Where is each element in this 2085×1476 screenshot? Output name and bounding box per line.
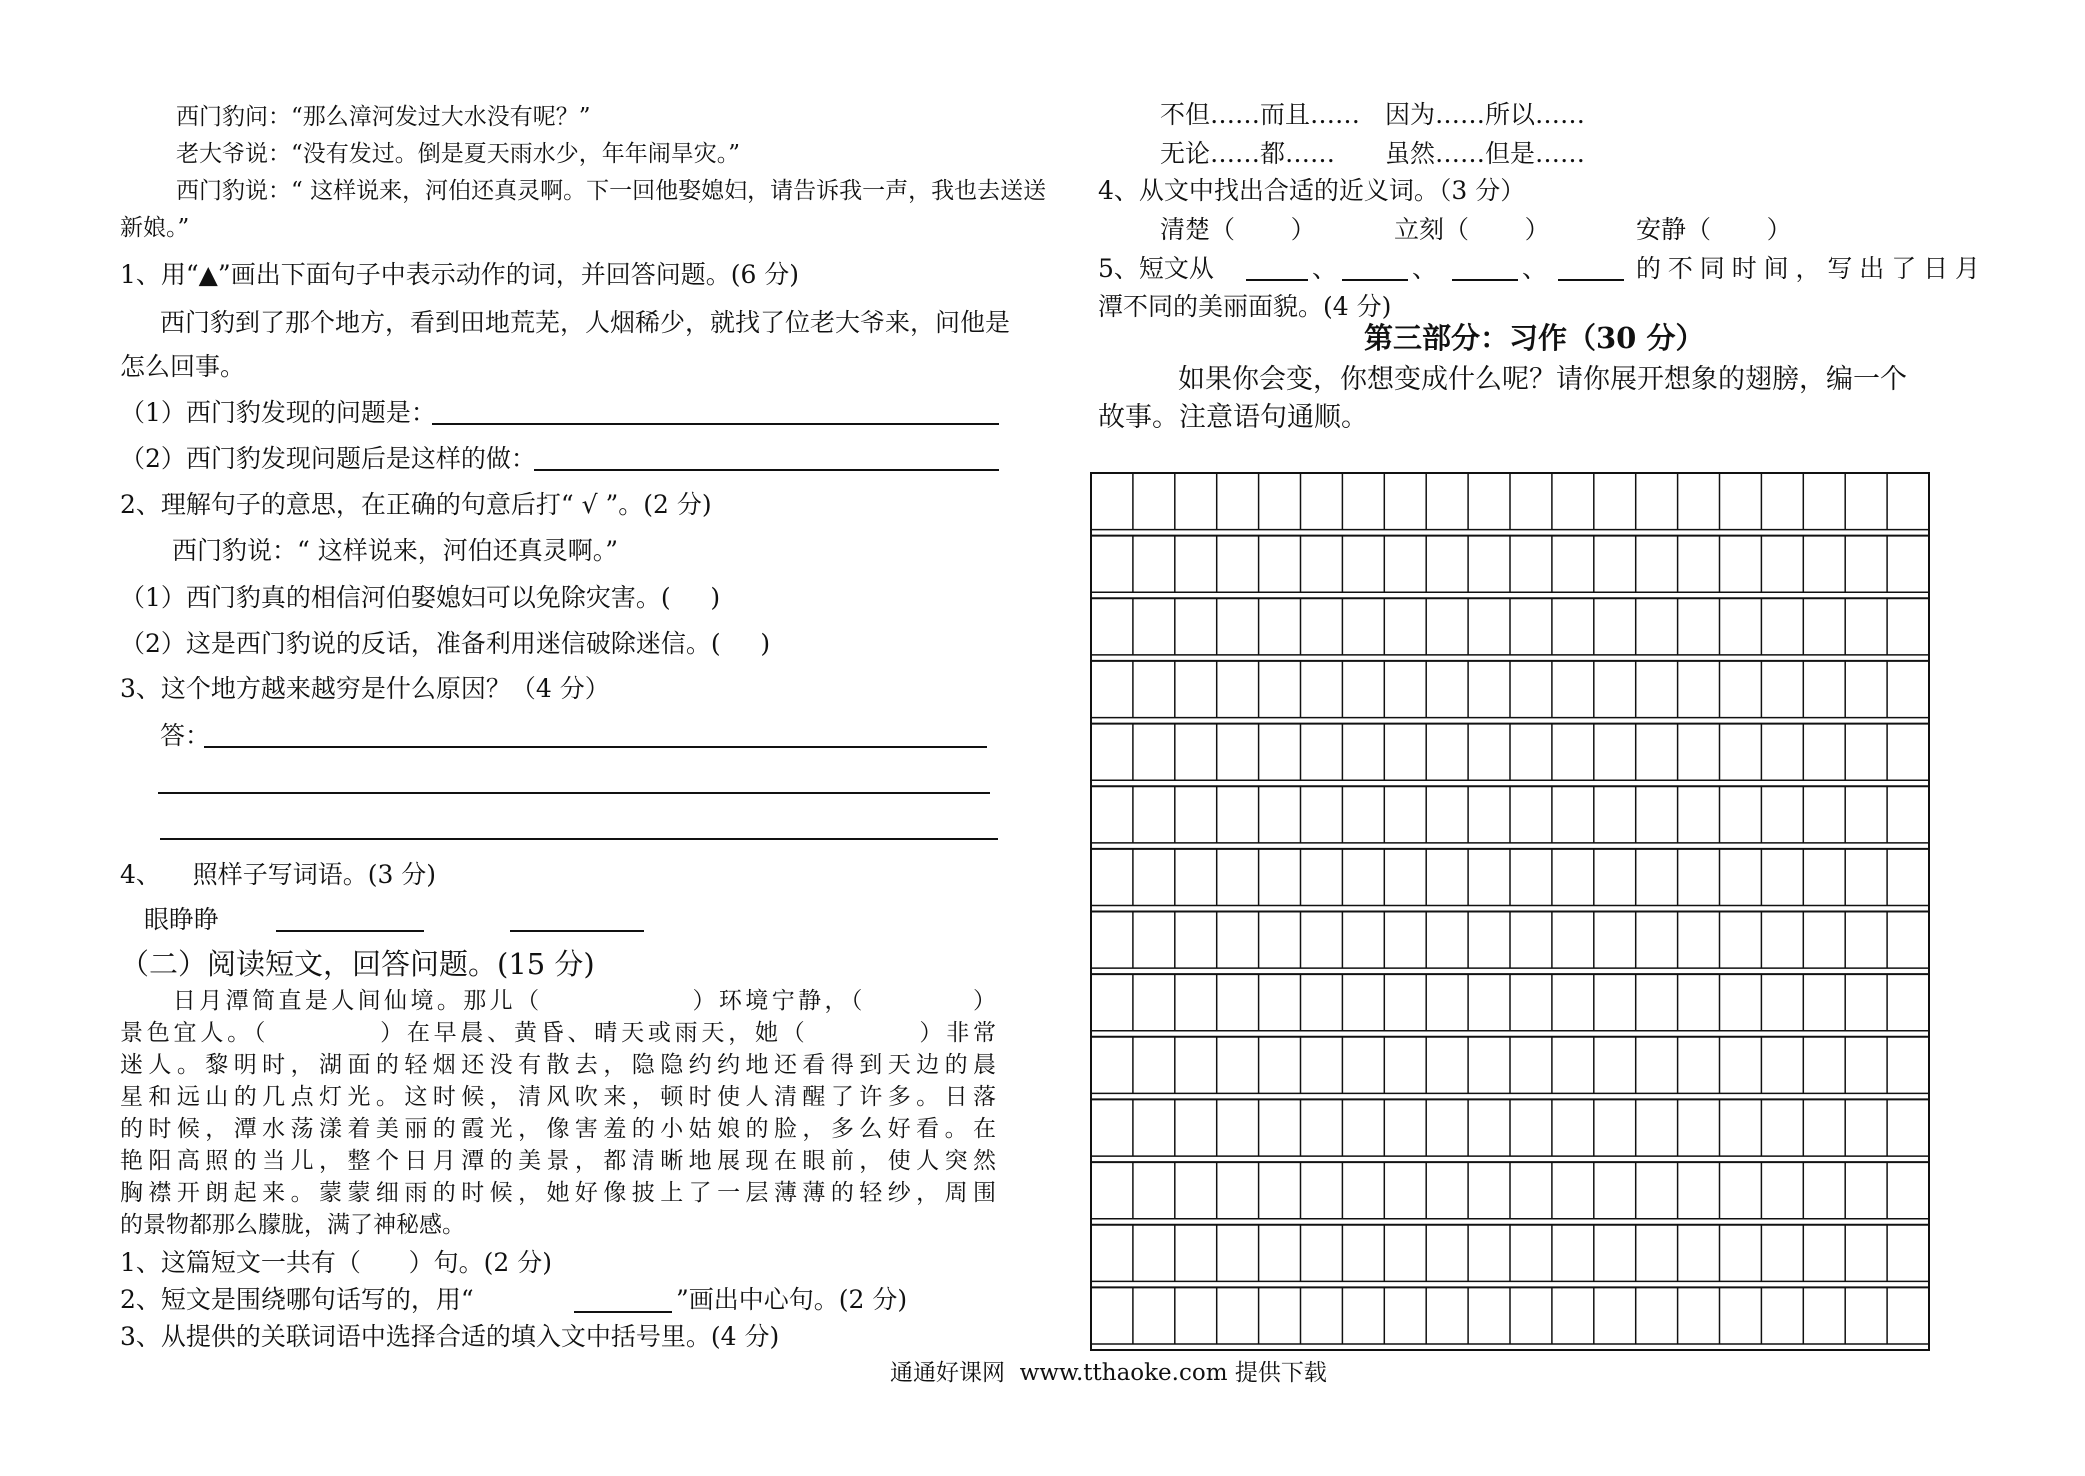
answer-blank[interactable] bbox=[1452, 279, 1518, 281]
footer-source: 通通好课网 www.tthaoke.com 提供下载 bbox=[890, 1360, 1327, 1386]
question-4-right: 4、从文中找出合适的近义词。（3 分） bbox=[1098, 176, 1526, 205]
answer-line[interactable] bbox=[432, 423, 999, 425]
passage-line: 迷人。黎明时，湖面的轻烟还没有散去，隐隐约约地还看得到天边的晨 bbox=[120, 1052, 996, 1078]
passage-line: 星和远山的几点灯光。这时候，清风吹来，顿时使人清醒了许多。日落 bbox=[120, 1084, 996, 1110]
passage-question-2a: 2、短文是围绕哪句话写的，用“ bbox=[120, 1285, 474, 1314]
passage-question-3: 3、从提供的关联词语中选择合适的填入文中括号里。(4 分) bbox=[120, 1322, 780, 1351]
passage-line: 的时候，潭水荡漾着美丽的霞光，像害羞的小姑娘的脸，多么好看。在 bbox=[120, 1116, 996, 1142]
question-5a: 5、短文从 bbox=[1098, 254, 1214, 283]
writing-prompt-1: 如果你会变，你想变成什么呢？请你展开想象的翅膀，编一个 bbox=[1124, 364, 1907, 395]
question-1: 1、用“▲”画出下面句子中表示动作的词，并回答问题。(6 分) bbox=[120, 260, 800, 289]
conjunction-options-1: 不但……而且…… 因为……所以…… bbox=[1160, 100, 1586, 129]
composition-grid[interactable] bbox=[1090, 472, 1930, 1351]
answer-line[interactable] bbox=[204, 746, 987, 748]
dialog-line-3-cont: 新娘。” bbox=[120, 215, 190, 241]
passage-line: 胸襟开朗起来。蒙蒙细雨的时候，她好像披上了一层薄薄的轻纱，周围 bbox=[120, 1180, 996, 1206]
question-5c: 潭不同的美丽面貌。(4 分) bbox=[1098, 292, 1392, 321]
question-2-quote: 西门豹说：“ 这样说来，河伯还真灵啊。” bbox=[172, 536, 619, 565]
synonym-3: 安静（ ） bbox=[1636, 215, 1792, 244]
passage-line: 景色宜人。（ ）在早晨、黄昏、晴天或雨天，她（ ）非常 bbox=[120, 1020, 996, 1046]
answer-label: 答： bbox=[160, 721, 211, 750]
synonym-2: 立刻（ ） bbox=[1394, 215, 1550, 244]
question-2-option-1: （1）西门豹真的相信河伯娶媳妇可以免除灾害。( ) bbox=[120, 583, 721, 612]
answer-blank[interactable] bbox=[574, 1311, 672, 1313]
answer-line[interactable] bbox=[534, 469, 999, 471]
question-1-2: （2）西门豹发现问题后是这样的做： bbox=[120, 444, 536, 473]
dialog-line-3: 西门豹说：“ 这样说来，河伯还真灵啊。下一回他娶媳妇，请告诉我一声，我也去送送 bbox=[176, 178, 1047, 204]
question-2-option-2: （2）这是西门豹说的反话，准备利用迷信破除迷信。( ) bbox=[120, 629, 771, 658]
example-word: 眼睁睁 bbox=[144, 905, 220, 934]
passage-line: 艳阳高照的当儿，整个日月潭的美景，都清晰地展现在眼前，使人突然 bbox=[120, 1148, 996, 1174]
part-2-title: （二）阅读短文，回答问题。(15 分) bbox=[120, 947, 595, 981]
passage-line: 的景物都那么朦胧，满了神秘感。 bbox=[120, 1212, 465, 1238]
question-2: 2、理解句子的意思，在正确的句意后打“ √ ”。(2 分) bbox=[120, 490, 712, 519]
dialog-line-1: 西门豹问：“那么漳河发过大水没有呢？” bbox=[176, 104, 591, 130]
dialog-line-2: 老大爷说：“没有发过。倒是夏天雨水少，年年闹旱灾。” bbox=[176, 141, 741, 167]
passage-line: 日月潭简直是人间仙境。那儿（ ）环境宁静，（ ） bbox=[120, 988, 996, 1014]
part-3-title: 第三部分：习作（30 分） bbox=[1364, 321, 1705, 355]
answer-line[interactable] bbox=[158, 792, 990, 794]
answer-line[interactable] bbox=[276, 930, 424, 932]
question-1-sentence-cont: 怎么回事。 bbox=[120, 352, 246, 381]
passage-question-1: 1、这篇短文一共有（ ）句。(2 分) bbox=[120, 1248, 552, 1277]
conjunction-options-2: 无论……都…… 虽然……但是…… bbox=[1160, 139, 1586, 168]
passage-question-2b: ”画出中心句。(2 分) bbox=[676, 1285, 908, 1314]
synonym-1: 清楚（ ） bbox=[1160, 215, 1316, 244]
question-1-1: （1）西门豹发现的问题是： bbox=[120, 398, 436, 427]
question-4: 4、 照样子写词语。(3 分) bbox=[120, 860, 437, 889]
question-1-sentence: 西门豹到了那个地方，看到田地荒芜，人烟稀少，就找了位老大爷来，问他是 bbox=[160, 308, 1011, 337]
answer-line[interactable] bbox=[510, 930, 644, 932]
answer-blank[interactable] bbox=[1246, 279, 1308, 281]
answer-line[interactable] bbox=[160, 838, 998, 840]
question-3: 3、这个地方越来越穷是什么原因？（4 分） bbox=[120, 674, 610, 703]
question-5b: 的不同时间，写出了日月 bbox=[1636, 254, 1980, 283]
answer-blank[interactable] bbox=[1342, 279, 1408, 281]
answer-blank[interactable] bbox=[1558, 279, 1624, 281]
writing-prompt-2: 故事。注意语句通顺。 bbox=[1098, 402, 1368, 433]
